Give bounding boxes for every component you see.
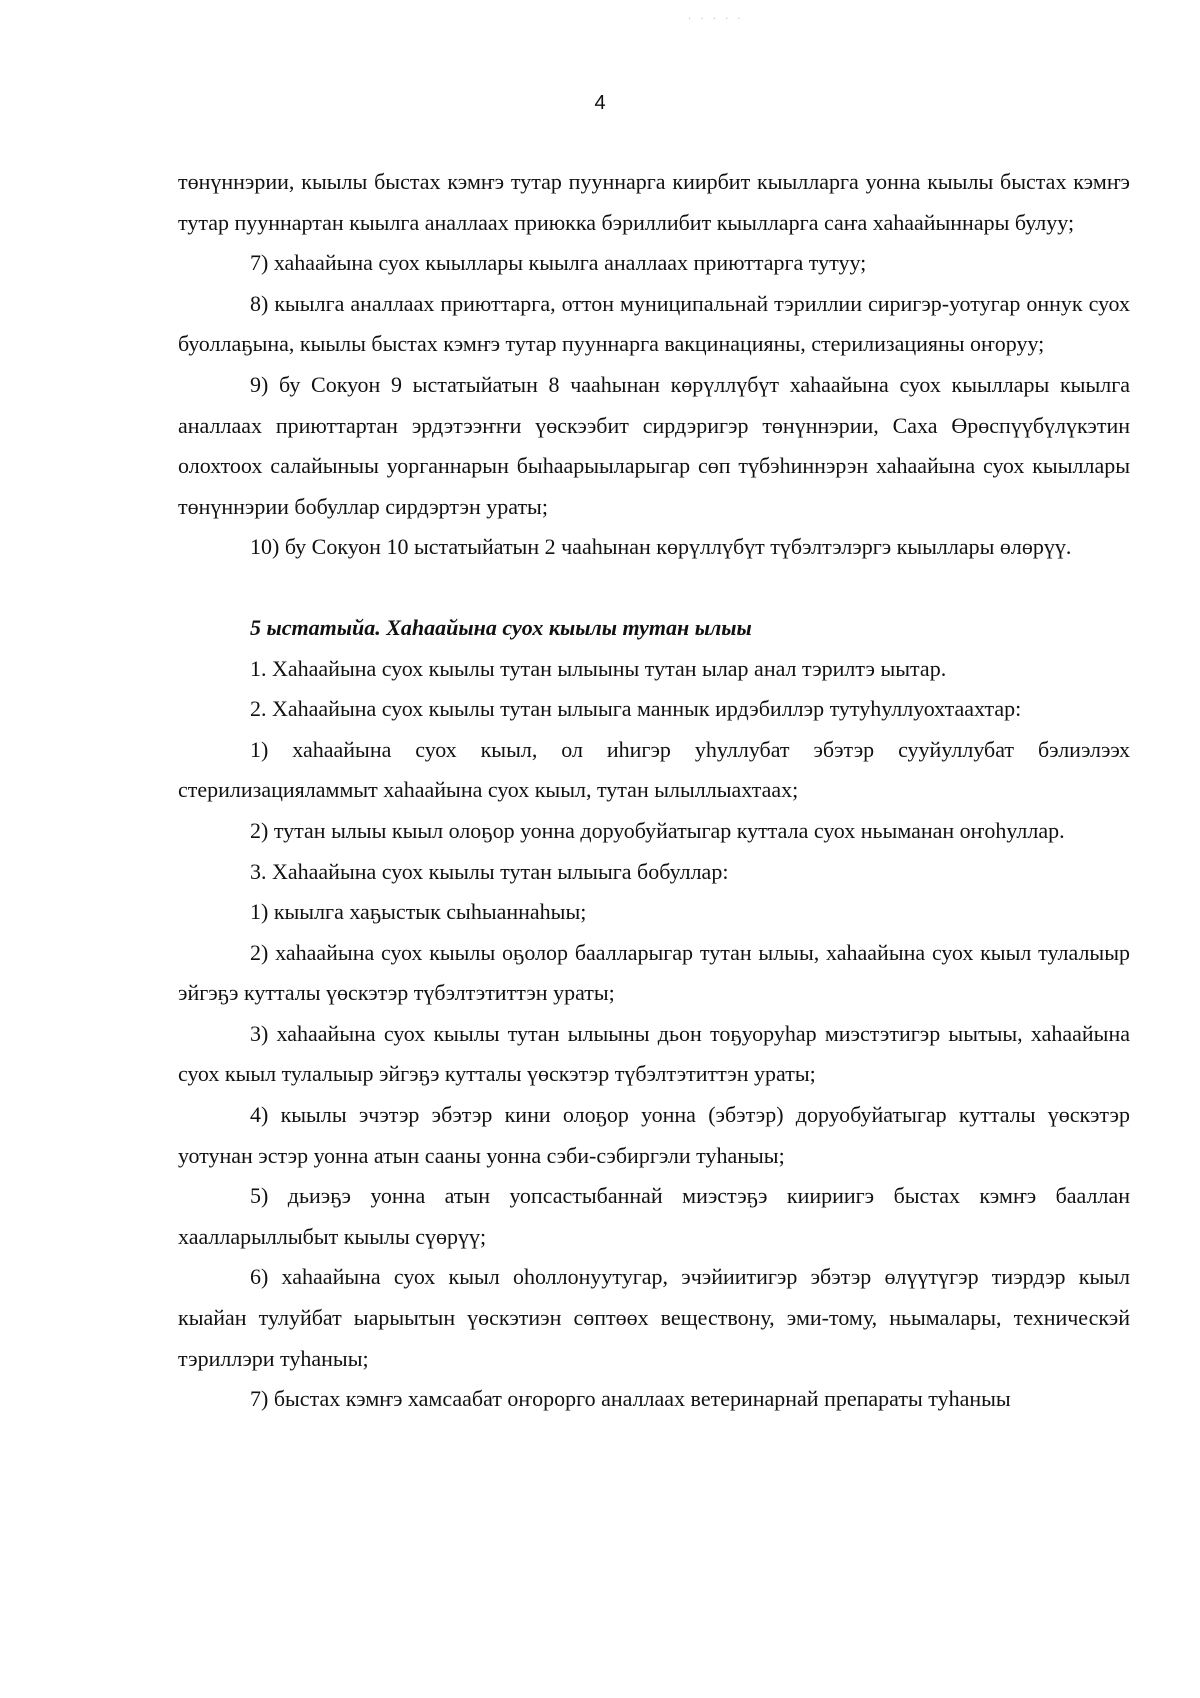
paragraph: 2. Хаһаайына суох кыылы тутан ылыыга маннык ирдэбиллэр тутуһуллуохтаахтар:: [250, 696, 1022, 722]
paragraph: 2) хаһаайына суох кыылы оҕолор баалларыгар тутан ылыы, хаһаайына суох кыыл тулалыыр эйгэҕэ кутталы үөскэтэр түбэлтэтиттэн ураты;: [178, 939, 1130, 1006]
paragraph: 2) тутан ылыы кыыл олоҕор уонна доруобуйатыгар куттала суох ньыманан оҥоһуллар.: [250, 817, 1065, 843]
paragraph: 3. Хаһаайына суох кыылы тутан ылыыга бобуллар:: [250, 858, 729, 884]
section-heading: 5 ыстатыйа. Хаһаайына суох кыылы тутан ылыы: [250, 614, 752, 640]
paragraph: төнүннэрии, кыылы быстах кэмҥэ тутар пууннарга киирбит кыылларга уонна кыылы быстах кэмҥэ тутар пууннартан кыылга аналлаах приюкка бэриллибит кыылларга саҥа хаһаайыннары булуу;: [178, 169, 1130, 235]
paragraph: 1) кыылга хаҕыстык сыһыаннаһыы;: [250, 899, 587, 925]
paragraph: 9) бу Сокуон 9 ыстатыйатын 8 чааһынан көрүллүбүт хаһаайына суох кыыллары кыылга аналлаах приюттартан эрдэтээҥҥи үөскээбит сирдэригэр төнүннэрии, Саха Өрөспүүбүлүкэтин олохтоох салайыныы уорганнарын быһаарыыларыгар сөп түбэһиннэрэн хаһаайына суох кыыллары төнүннэрии бобуллар сирдэртэн ураты;: [178, 371, 1130, 519]
document-body: [178, 162, 1130, 1420]
paragraph: 3) хаһаайына суох кыылы тутан ылыыны дьон тоҕуоруһар миэстэтигэр ыытыы, хаһаайына суох кыыл тулалыыр эйгэҕэ кутталы үөскэтэр түбэлтэтиттэн ураты;: [178, 1020, 1130, 1087]
paragraph: 6) хаһаайына суох кыыл оһоллонуутугар, эчэйиитигэр эбэтэр өлүүтүгэр тиэрдэр кыыл кыайан тулуйбат ыарыытын үөскэтиэн сөптөөх веществону, эми-тому, ньымалары, техническэй тэриллэри туһаныы;: [178, 1264, 1130, 1371]
page-number: 4: [594, 92, 606, 114]
paragraph: 7) быстах кэмҥэ хамсаабат оҥорорго аналлаах ветеринарнай препараты туһаныы: [250, 1386, 1011, 1412]
paragraphs-after-heading: [178, 649, 1130, 1420]
paragraph: 1. Хаһаайына суох кыылы тутан ылыыны тутан ылар анал тэрилтэ ыытар.: [250, 655, 947, 681]
paragraph: 4) кыылы эчэтэр эбэтэр кини олоҕор уонна (эбэтэр) доруобуйатыгар кутталы үөскэтэр уотунан эстэр уонна атын сааны уонна сэби-сэбиргэли туһаныы;: [178, 1102, 1130, 1168]
paragraph: 8) кыылга аналлаах приюттарга, оттон муниципальнай тэриллии сиригэр-уотугар оннук суох буоллаҕына, кыылы быстах кэмҥэ тутар пууннарга вакцинацияны, стерилизацияны оҥоруу;: [178, 290, 1130, 357]
scan-artifact: · · · · ·: [688, 14, 744, 25]
paragraph: 5) дьиэҕэ уонна атын уопсастыбаннай миэстэҕэ киириигэ быстах кэмҥэ бааллан хаалларыллыбыт кыылы сүөрүү;: [178, 1183, 1130, 1249]
paragraph: 1) хаһаайына суох кыыл, ол иһигэр уһуллубат эбэтэр сууйуллубат бэлиэлээх стерилизацияламмыт хаһаайына суох кыыл, тутан ылыллыахтаах;: [178, 736, 1130, 803]
paragraph: 7) хаһаайына суох кыыллары кыылга аналлаах приюттарга тутуу;: [250, 250, 867, 276]
paragraph: 10) бу Сокуон 10 ыстатыйатын 2 чааһынан көрүллүбүт түбэлтэлэргэ кыыллары өлөрүү.: [250, 534, 1072, 560]
paragraphs-before-heading: [178, 162, 1130, 568]
